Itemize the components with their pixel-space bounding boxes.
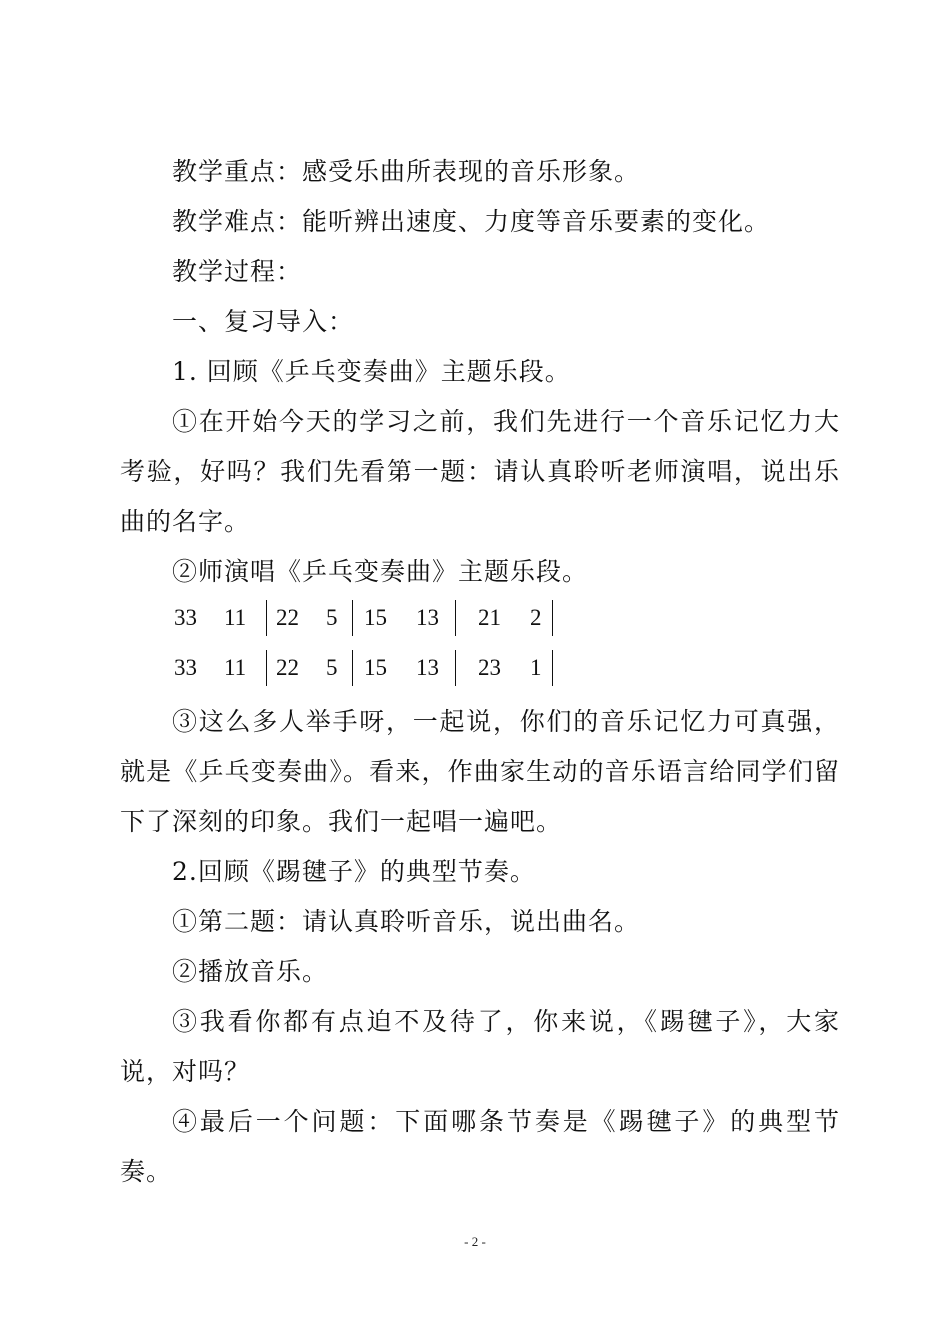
score-line-1 (174, 598, 574, 638)
subsection-heading-2: 2.回顾《踢毽子》的典型节奏。 (172, 857, 536, 886)
score-note: 15 (364, 655, 387, 680)
score-note: 2 (530, 605, 542, 630)
paragraph-many-hands: ③这么多人举手呀，一起说，你们的音乐记忆力可真强，就是《乒乓变奏曲》。看来，作曲家生动的音乐语言给同学们留下了深刻的印象。我们一起唱一遍吧。 (120, 707, 840, 836)
bar-line (455, 600, 456, 636)
score-note: 15 (364, 605, 387, 630)
score-note: 22 (276, 655, 299, 680)
score-note: 11 (224, 655, 247, 680)
section-heading-review: 一、复习导入： (172, 307, 355, 336)
paragraph-teacher-sings: ②师演唱《乒乓变奏曲》主题乐段。 (172, 557, 589, 586)
subsection-heading-1: 1. 回顾《乒乓变奏曲》主题乐段。 (172, 357, 571, 386)
score-note: 23 (478, 655, 501, 680)
score-note: 22 (276, 605, 299, 630)
bar-line (352, 650, 353, 686)
score-note: 21 (478, 605, 501, 630)
score-note: 33 (174, 605, 197, 630)
score-note: 1 (530, 655, 542, 680)
teaching-process-heading: 教学过程： (172, 257, 303, 286)
score-note: 11 (224, 605, 247, 630)
bar-line (552, 600, 553, 636)
bar-line (266, 650, 267, 686)
score-note: 13 (416, 605, 439, 630)
score-note: 13 (416, 655, 439, 680)
bar-line (266, 600, 267, 636)
paragraph-play-music: ②播放音乐。 (172, 957, 329, 986)
score-line-2 (174, 648, 574, 688)
paragraph-memory-test: ①在开始今天的学习之前，我们先进行一个音乐记忆力大考验，好吗？我们先看第一题：请认真聆听老师演唱，说出乐曲的名字。 (120, 407, 840, 536)
bar-line (552, 650, 553, 686)
score-note: 33 (174, 655, 197, 680)
paragraph-question-two: ①第二题：请认真聆听音乐，说出曲名。 (172, 907, 641, 936)
bar-line (352, 600, 353, 636)
paragraph-you-answer: ③我看你都有点迫不及待了，你来说，《踢毽子》，大家说，对吗？ (120, 1007, 840, 1086)
score-note: 5 (326, 605, 338, 630)
teaching-difficulty: 教学难点：能听辨出速度、力度等音乐要素的变化。 (172, 207, 771, 236)
teaching-focus: 教学重点：感受乐曲所表现的音乐形象。 (172, 157, 641, 186)
score-note: 5 (326, 655, 338, 680)
paragraph-last-question: ④最后一个问题：下面哪条节奏是《踢毽子》的典型节奏。 (120, 1107, 840, 1186)
page-number: - 2 - (464, 1234, 486, 1249)
bar-line (455, 650, 456, 686)
